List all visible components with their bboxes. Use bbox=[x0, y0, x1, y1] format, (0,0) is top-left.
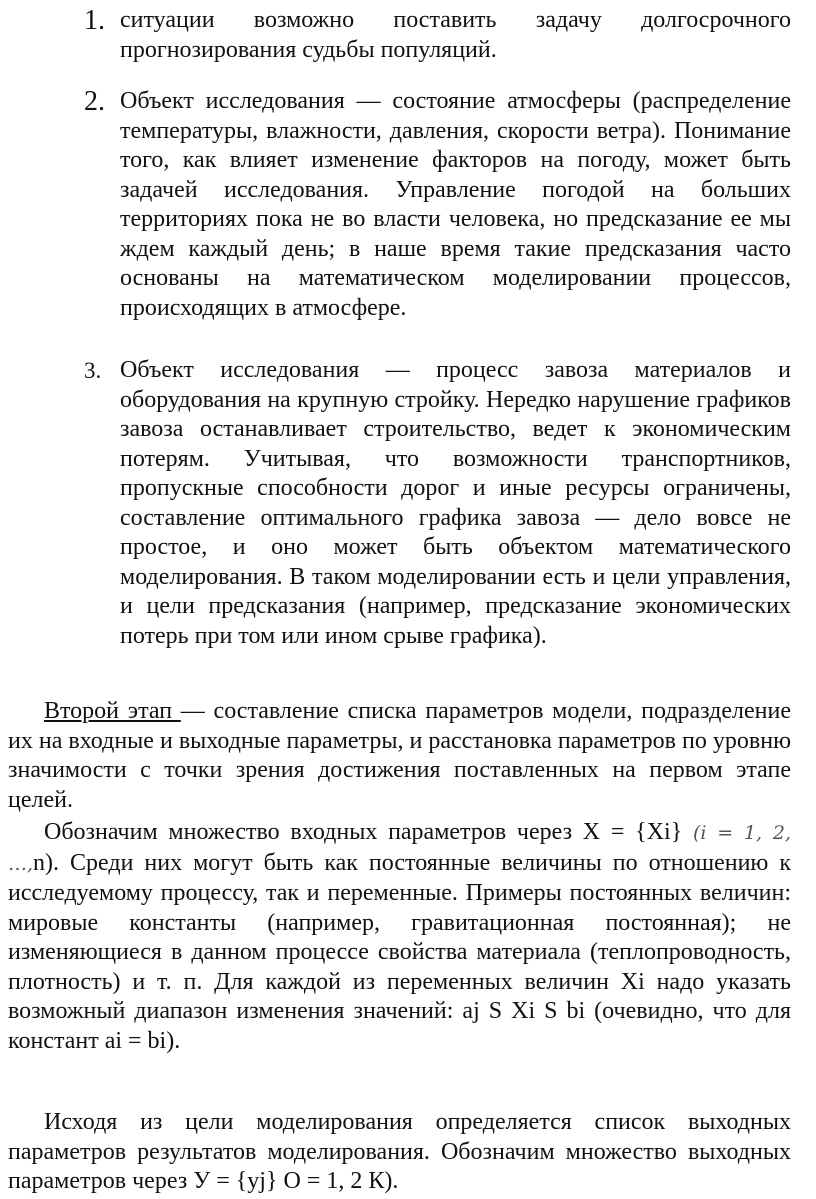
list-item-text: ситуации возможно поставить задачу долгосрочного прогнозирования судьбы популяций. bbox=[120, 7, 791, 63]
paragraph-second-stage bbox=[8, 697, 791, 815]
paragraph-text: Исходя из цели моделирования определяется список выходных параметров результатов моделирования. Обозначим множество выходных параметров через У = {yj} О = 1, 2 К). bbox=[8, 1109, 791, 1194]
paragraph-text: n). Среди них могут быть как постоянные величины по отношению к исследуемому процессу, так и переменные. Примеры постоянных величин: мировые константы (например, гравитационная постоянная); не изменяющиеся в данном процессе свойства материала (теплопроводность, плотность) и т. п. Для каждой из переменных величин Xi надо указать возможный диапазон изменения значений: aj S Xi S bi (очевидно, что для констант ai = bi). bbox=[8, 849, 791, 1054]
list-item-text: Объект исследования — процесс завоза материалов и оборудования на крупную стройку. Нередко нарушение графиков завоза останавливает строительство, ведет к экономическим потерям. Учитывая, что возможности транспортников, пропускные способности дорог и иные ресурсы ограничены, составление оптимального графика завоза — дело вовсе не простое, и оно может быть объектом математического моделирования. В таком моделировании есть и цели управления, и цели предсказания (например, предсказание экономических потерь при том или ином срыве графика). bbox=[120, 357, 791, 649]
list-number: 1. bbox=[84, 5, 105, 36]
list-item-text: Объект исследования — состояние атмосферы (распределение температуры, влажности, давления, скорости ветра). Понимание того, как влияет изменение факторов на погоду, может быть задачей исследования. Управление погодой на больших территориях пока не во власти человека, но предсказание ее мы ждем каждый день; в наше время такие предсказания часто основаны на математическом моделировании процессов, происходящих в атмосфере. bbox=[120, 88, 791, 321]
paragraph-input-parameters bbox=[8, 818, 791, 1056]
paragraph-text: — составление списка параметров модели, подразделение их на входные и выходные параметры, и расстановка параметров по уровню значимости с точки зрения достижения поставленных на первом этапе целей. bbox=[8, 698, 791, 813]
list-number: 2. bbox=[84, 86, 105, 117]
list-number: 3. bbox=[84, 358, 102, 383]
section-heading-underlined: Второй этап bbox=[44, 698, 181, 724]
paragraph-output-parameters bbox=[8, 1108, 791, 1197]
formula-image: (i = 1, 2, …, bbox=[8, 822, 791, 875]
paragraph-text: Обозначим множество входных параметров через Х = {Xi} bbox=[44, 819, 693, 845]
